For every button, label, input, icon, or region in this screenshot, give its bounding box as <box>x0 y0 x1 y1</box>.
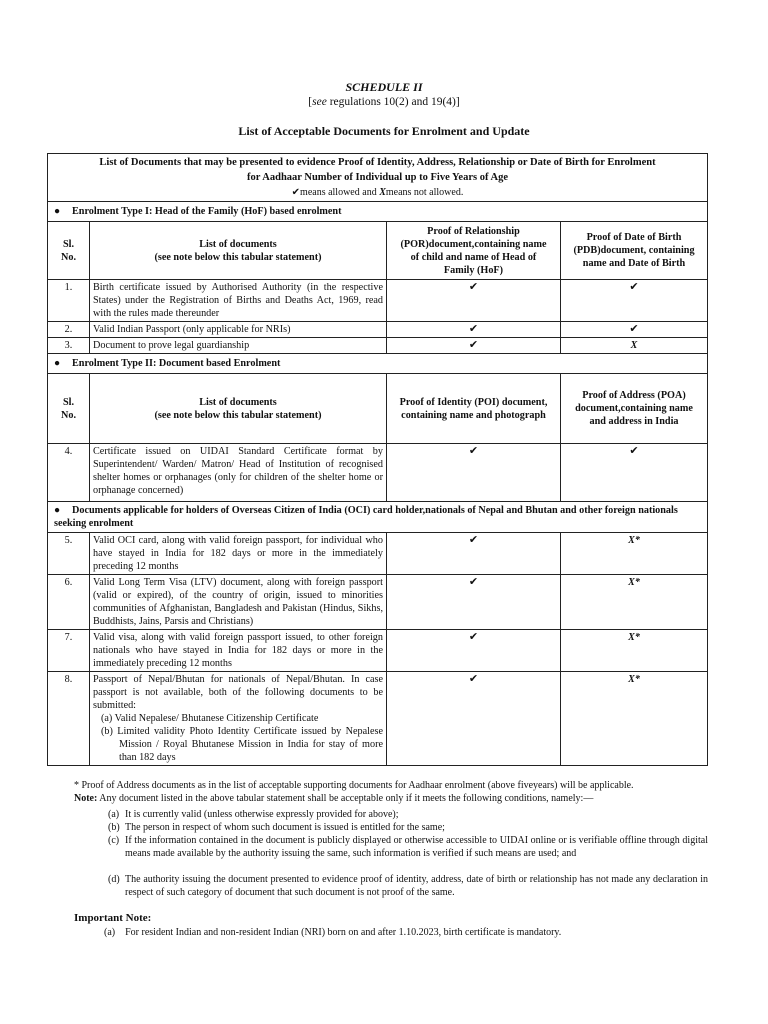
table-row <box>48 280 708 322</box>
col-por-header: Proof of Relationship (POR)document,containing name of child and name of Head of Family (HoF) <box>387 222 561 280</box>
table-row <box>48 338 708 354</box>
bracket: [ <box>308 96 313 108</box>
row-doc: Document to prove legal guardianship <box>90 338 387 354</box>
check-icon: ✔ <box>387 280 561 322</box>
check-icon: ✔ <box>387 444 561 502</box>
col-list-header <box>90 222 387 280</box>
row-doc: Valid visa, along with valid foreign passport issued, to other foreign nationals who have stayed in India for 182 days or more in the immediately preceding 12 months <box>90 630 387 672</box>
bullet-icon: ● <box>54 358 61 369</box>
table-intro <box>48 154 708 202</box>
documents-table <box>47 153 708 766</box>
legend-end: means not allowed. <box>385 187 464 198</box>
section-1-title: Enrolment Type I: Head of the Family (HoF) based enrolment <box>72 206 342 217</box>
schedule-title: SCHEDULE II <box>345 80 423 94</box>
section-3-title: Documents applicable for holders of Overseas Citizen of India (OCI) card holder,nationals of Nepal and Bhutan and other foreign nationals seeking enrolment <box>54 505 678 529</box>
x-icon: X* <box>561 672 708 766</box>
condition-label: (c) <box>108 835 120 846</box>
condition-c <box>108 834 708 860</box>
row-sl: 6. <box>48 575 90 630</box>
row-sl: 2. <box>48 322 90 338</box>
section-row <box>48 502 708 533</box>
table-row <box>48 575 708 630</box>
subtitle-rest: regulations 10(2) and 19(4)] <box>326 96 460 108</box>
col-poi-header: Proof of Identity (POI) document, containing name and photograph <box>387 374 561 444</box>
bullet-icon: ● <box>54 505 61 516</box>
col-pdb-header: Proof of Date of Birth (PDB)document, containing name and Date of Birth <box>561 222 708 280</box>
table-row <box>48 630 708 672</box>
table-row <box>48 444 708 502</box>
bullet-icon: ● <box>54 206 61 217</box>
row-doc: Valid OCI card, along with valid foreign passport, for individual who have stayed in India for 182 days or more in the immediately preceding 12 months <box>90 533 387 575</box>
footnote: * Proof of Address documents as in the list of acceptable supporting documents for Aadhaar enrolment (above fiveyears) will be applicable. <box>74 780 634 791</box>
important-note-title: Important Note: <box>74 912 152 924</box>
col-poa-header: Proof of Address (POA) document,containing name and address in India <box>561 374 708 444</box>
condition-text: The person in respect of whom such document is issued is entitled for the same; <box>125 822 445 833</box>
col-list-header <box>90 374 387 444</box>
condition-text: It is currently valid (unless otherwise expressly provided for above); <box>125 809 399 820</box>
condition-text: The authority issuing the document presented to evidence proof of identity, address, date of birth or relationship has not made any declaration in respect of such category of document that such document is not proof of the same. <box>125 874 708 899</box>
list-item: (a) Valid Nepalese/ Bhutanese Citizenship Certificate <box>101 713 319 724</box>
important-note-text: For resident Indian and non-resident Indian (NRI) born on and after 1.10.2023, birth certificate is mandatory. <box>125 927 562 938</box>
check-icon: ✔ <box>561 280 708 322</box>
sub-document-list <box>93 712 383 764</box>
col-list-note: (see note below this tabular statement) <box>154 409 322 421</box>
condition-label: (d) <box>108 874 120 885</box>
table-row <box>48 322 708 338</box>
col-sl-header: Sl. No. <box>48 222 90 280</box>
section-3-heading <box>48 502 708 533</box>
table-intro-row <box>48 154 708 202</box>
section-2-heading <box>48 354 708 374</box>
row-doc: Birth certificate issued by Authorised Authority (in the respective States) under the Registration of Births and Deaths Act, 1969, read with the rules made thereunder <box>90 280 387 322</box>
condition-label: (a) <box>108 809 120 820</box>
important-note-label: (a) <box>104 927 116 938</box>
list-item: (b) Limited validity Photo Identity Certificate issued by Nepalese Mission / Royal Bhutanese Mission in India for stay of more than 182 days <box>101 726 383 763</box>
x-icon: X* <box>561 575 708 630</box>
row-sl: 1. <box>48 280 90 322</box>
table-row <box>48 672 708 766</box>
x-icon: X <box>379 187 386 198</box>
row-doc <box>90 672 387 766</box>
condition-text: If the information contained in the document is publicly displayed or otherwise accessible to UIDAI online or is verifiable offline through digital means made available by the authority issuing the same, such information is verified if such means are used; and <box>125 835 708 860</box>
intro-line-1: List of Documents that may be presented to evidence Proof of Identity, Address, Relationship or Date of Birth for Enrolment <box>99 157 656 168</box>
check-icon: ✔ <box>387 575 561 630</box>
x-icon: X* <box>561 533 708 575</box>
note-label: Note: <box>74 793 98 804</box>
section-row <box>48 354 708 374</box>
row-doc-main: Passport of Nepal/Bhutan for nationals of Nepal/Bhutan. In case passport is not available, both of the following documents to be submitted: <box>93 674 383 711</box>
col-list-label: List of documents <box>199 238 277 250</box>
check-icon: ✔ <box>387 322 561 338</box>
list-title: List of Acceptable Documents for Enrolment and Update <box>238 124 530 138</box>
condition-a <box>108 808 708 821</box>
column-header-row <box>48 374 708 444</box>
legend-mid: means allowed and <box>300 187 380 198</box>
row-sl: 3. <box>48 338 90 354</box>
x-icon: X <box>561 338 708 354</box>
row-doc: Valid Long Term Visa (LTV) document, along with foreign passport (valid or expired), of the country of origin, issued to minorities communities of Afghanistan, Bangladesh and Pakistan (Hindus, Sikhs, Buddhists, Jains, Parsis and Christians) <box>90 575 387 630</box>
col-list-note: (see note below this tabular statement) <box>154 251 322 263</box>
see-word: see <box>312 96 327 108</box>
row-sl: 8. <box>48 672 90 766</box>
section-2-title: Enrolment Type II: Document based Enrolment <box>72 358 281 369</box>
check-icon: ✔ <box>561 444 708 502</box>
row-sl: 7. <box>48 630 90 672</box>
note-line <box>74 793 714 804</box>
row-sl: 5. <box>48 533 90 575</box>
col-list-label: List of documents <box>199 396 277 408</box>
check-icon: ✔ <box>561 322 708 338</box>
col-sl-header: Sl. No. <box>48 374 90 444</box>
x-icon: X* <box>561 630 708 672</box>
check-icon: ✔ <box>387 630 561 672</box>
condition-label: (b) <box>108 822 120 833</box>
check-icon: ✔ <box>387 338 561 354</box>
check-icon: ✔ <box>387 672 561 766</box>
intro-line-2: for Aadhaar Number of Individual up to Five Years of Age <box>247 172 508 183</box>
row-doc: Certificate issued on UIDAI Standard Certificate format by Superintendent/ Warden/ Matron/ Head of Institution of recognised shelter homes or orphanages (only for children of the shelter home or orphanage concerned) <box>90 444 387 502</box>
section-row <box>48 202 708 222</box>
check-icon: ✔ <box>387 533 561 575</box>
row-doc: Valid Indian Passport (only applicable for NRIs) <box>90 322 387 338</box>
schedule-subtitle <box>0 96 768 108</box>
row-sl: 4. <box>48 444 90 502</box>
condition-d <box>108 873 708 899</box>
check-icon: ✔ <box>291 187 301 198</box>
note-text: Any document listed in the above tabular statement shall be acceptable only if it meets the following conditions, namely:— <box>97 793 594 804</box>
table-row <box>48 533 708 575</box>
legend-note <box>54 185 701 200</box>
condition-b <box>108 821 708 834</box>
important-note-item <box>104 927 704 938</box>
column-header-row <box>48 222 708 280</box>
section-1-heading <box>48 202 708 222</box>
